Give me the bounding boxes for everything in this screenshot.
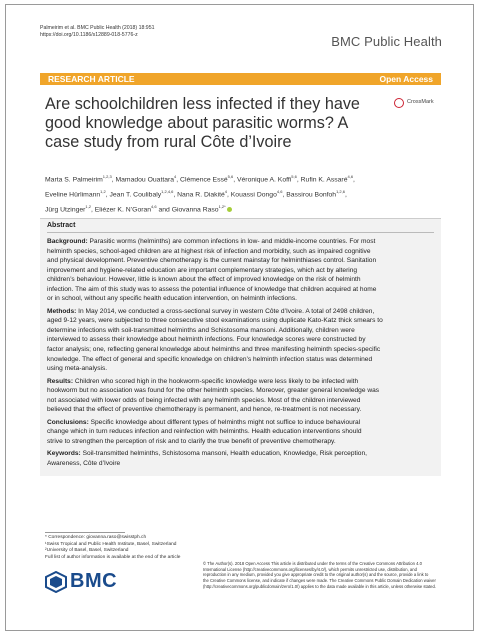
abstract-line	[47, 294, 435, 304]
open-access-label: Open Access	[379, 74, 433, 84]
abstract-line	[47, 386, 435, 396]
abstract-line-text: believed that the effect of preventive chemotherapy is permanent, and hence, re-treatment is not necessary.	[47, 406, 362, 414]
abstract-line-text: Children who scored high in the hookworm-specific knowledge were less likely to be infected with	[74, 377, 359, 385]
abstract-line-text: Soil-transmitted helminths, Schistosoma mansoni, Health education, Knowledge, Risk perception,	[82, 450, 367, 458]
abstract-section	[47, 418, 435, 447]
abstract-line-text: using meta-analysis.	[47, 365, 108, 373]
abstract-line-text: improvement and hygiene-related education are important complementary strategies, which act by altering	[47, 266, 358, 274]
author-affiliation-marker: 1,2	[85, 203, 91, 209]
abstract-line-text: In May 2014, we conducted a cross-sectional survey in western Côte d’Ivoire. A total of 2498 children,	[78, 307, 375, 315]
abstract-section-label: Keywords:	[47, 450, 81, 458]
license-line: International License (http://creativecommons.org/licenses/by/4.0/), which permits unrestricted use, distribution, and	[203, 566, 417, 572]
footnote-divider	[45, 532, 125, 533]
bmc-logo-mark-icon	[45, 571, 67, 593]
author-name: Jürg Utzinger	[45, 205, 86, 213]
author-affiliation-marker: 4,6	[347, 174, 354, 179]
author-name: ,	[353, 176, 355, 184]
abstract-line	[47, 275, 435, 285]
author-name: , Bassirou Bonfoh	[282, 191, 337, 199]
author-name: , Nana R. Diakité	[173, 191, 225, 199]
abstract-line-text: Parasitic worms (helminths) are common infections in low- and middle-income countries. For most	[89, 238, 376, 245]
author-affiliation-marker: 4	[174, 174, 177, 179]
abstract-line-text: factor analysis; one, reflecting general knowledge about helminths and three manifesting helminth species-specific	[47, 346, 381, 354]
abstract-section-label: Methods:	[47, 307, 77, 315]
abstract-line	[47, 256, 435, 266]
orcid-icon[interactable]	[227, 207, 232, 212]
bmc-logo-text: BMC	[70, 570, 118, 592]
abstract-line	[47, 437, 435, 447]
author-name: , Mamadou Ouattara	[111, 176, 175, 184]
abstract-line	[47, 237, 435, 247]
abstract-section-label: Conclusions:	[47, 418, 89, 426]
author-name: , Clémence Essé	[176, 176, 228, 184]
author-affiliation-marker: 1,2,6	[336, 188, 345, 194]
license-line: the Creative Commons license, and indicate if changes were made. The Creative Commons Public Domain Dedication waiver	[203, 578, 436, 584]
author-name: , Jean T. Coulibaly	[105, 191, 162, 199]
journal-reference	[40, 25, 154, 39]
abstract-line-text: interviewed to assess their knowledge about helminth infections. Four knowledge scores were constructed by	[47, 336, 366, 344]
abstract-line	[47, 307, 435, 317]
abstract-line	[47, 377, 435, 387]
author-affiliation-marker: 1,2,3	[102, 174, 112, 179]
license-statement	[203, 561, 439, 590]
abstract-line-text: aged 9-12 years, were subjected to three consecutive stool examinations using duplicate Kato-Katz thick smears to	[47, 317, 383, 325]
license-line: © The Author(s). 2018 Open Access This article is distributed under the terms of the Creative Commons Attribution 4.0	[203, 561, 422, 566]
abstract-line	[47, 285, 435, 295]
author-name: ,	[344, 191, 347, 199]
abstract-line	[47, 266, 435, 276]
abstract-line-text: determine infections with soil-transmitted helminths and Schistosoma mansoni. Additionally, children were	[47, 326, 355, 334]
abstract-section	[47, 449, 435, 468]
footnote-line: ²University of Basel, Basel, Switzerland	[45, 548, 129, 554]
abstract-section	[47, 307, 435, 374]
crossmark-badge[interactable]	[394, 97, 442, 111]
abstract-line-text: and physical development. Preventive chemotherapy is the current mainstay for helminthiases control. Sanitation	[47, 257, 377, 265]
author-name: Eveline Hürlimann	[45, 191, 101, 199]
abstract-line	[47, 364, 435, 374]
abstract-line	[47, 459, 435, 469]
abstract-line-text: Specific knowledge about different types of helminths might not suffice to induce behavioural	[90, 418, 361, 426]
footnote-line: ¹Swiss Tropical and Public Health Institute, Basel, Switzerland	[45, 541, 177, 547]
author-line	[45, 171, 405, 186]
article-title: Are schoolchildren less infected if they have good knowledge about parasitic worms? A case study from rural Côte d’Ivoire	[45, 95, 360, 151]
abstract-section-label: Background:	[47, 238, 88, 245]
author-affiliation-marker: 5,6	[227, 174, 234, 179]
abstract-line	[47, 405, 435, 415]
abstract-line	[47, 316, 435, 326]
abstract-line	[47, 418, 435, 428]
footnotes	[45, 535, 255, 561]
crossmark-icon	[394, 98, 404, 108]
abstract-line	[47, 326, 435, 336]
citation-line: Palmeirim et al. BMC Public Health (2018) 18:951	[40, 25, 155, 31]
author-affiliation-marker: 1,2*	[218, 203, 226, 209]
author-list	[45, 171, 405, 215]
abstract-line-text: or in school, without any specific health education intervention, on helminth infections.	[47, 295, 297, 303]
abstract-line-text: infection. The aim of this study was to assess the potential influence of knowledge that children acquired at home	[47, 285, 377, 293]
author-affiliation-marker: 1,2,4,6	[161, 188, 174, 194]
abstract-line-text: children’s behaviour. However, little is known about the effect of improved knowledge on the risk of helminth	[47, 276, 361, 284]
author-line	[45, 201, 405, 216]
abstract-box	[40, 218, 441, 476]
abstract-line	[47, 355, 435, 365]
author-affiliation-marker: 4,6	[151, 203, 157, 209]
footnote-line: Full list of author information is available at the end of the article	[45, 554, 181, 560]
author-affiliation-marker: 1,2	[100, 188, 106, 194]
abstract-line-text: hookworm but no association was found for the other helminth species. Moreover, greater general knowledge was	[47, 387, 380, 395]
author-affiliation-marker: 5,6	[291, 174, 297, 179]
article-type-label: RESEARCH ARTICLE	[48, 74, 135, 84]
abstract-line-text: Awareness, Côte d’Ivoire	[47, 460, 121, 468]
journal-brand: BMC Public Health	[331, 34, 442, 49]
abstract-line	[47, 396, 435, 406]
abstract-divider	[47, 232, 434, 233]
abstract-section	[47, 237, 435, 304]
abstract-section-label: Results:	[47, 377, 74, 385]
abstract-line-text: not associated with lower odds of being infected with any helminth species. Most of the children interviewed	[47, 396, 361, 404]
abstract-line-text: change which in turn reduces infection and reinfection with helminths. Health education interventions should	[47, 428, 362, 436]
abstract-line	[47, 449, 435, 459]
abstract-heading: Abstract	[47, 222, 76, 229]
author-line	[45, 186, 405, 201]
abstract-section	[47, 377, 435, 415]
author-name: Marta S. Palmeirim	[45, 176, 103, 184]
abstract-line-text: knowledge. The effect of general and specific knowledge on children’s helminth infection status was determined	[47, 355, 373, 363]
abstract-body	[47, 237, 435, 472]
abstract-line-text: helminth species, school-aged children are at highest risk of infection and morbidity, such as impaired cognitive	[47, 247, 371, 255]
abstract-line	[47, 335, 435, 345]
author-name: , Kouassi Dongo	[226, 191, 277, 199]
abstract-line	[47, 345, 435, 355]
abstract-line-text: strive to strengthen the perception of risk and to clarify the true benefit of preventive chemotherapy.	[47, 437, 336, 445]
article-type-banner	[40, 73, 441, 85]
abstract-line	[47, 427, 435, 437]
crossmark-label: CrossMark	[407, 99, 434, 105]
author-affiliation-marker: 4,6	[276, 188, 283, 194]
abstract-line	[47, 247, 435, 257]
bmc-logo	[45, 569, 118, 595]
license-line: (http://creativecommons.org/publicdomain/zero/1.0/) applies to the data made available in this article, unless otherwise stated.	[203, 583, 436, 589]
footnote-line[interactable]: * Correspondence: giovanna.raso@swisstph.ch	[45, 535, 147, 540]
doi-link[interactable]: https://doi.org/10.1186/s12889-018-5776-z	[40, 32, 138, 38]
author-name: , Rufin K. Assaré	[296, 176, 348, 184]
author-name: and Giovanna Raso	[156, 205, 219, 213]
author-name: , Eliézer K. N’Goran	[90, 205, 152, 213]
author-affiliation-marker: 4	[224, 188, 227, 194]
license-line: reproduction in any medium, provided you give appropriate credit to the original author(s) and the source, provide a link to	[203, 572, 429, 578]
author-name: , Véronique A. Koffi	[233, 176, 292, 184]
